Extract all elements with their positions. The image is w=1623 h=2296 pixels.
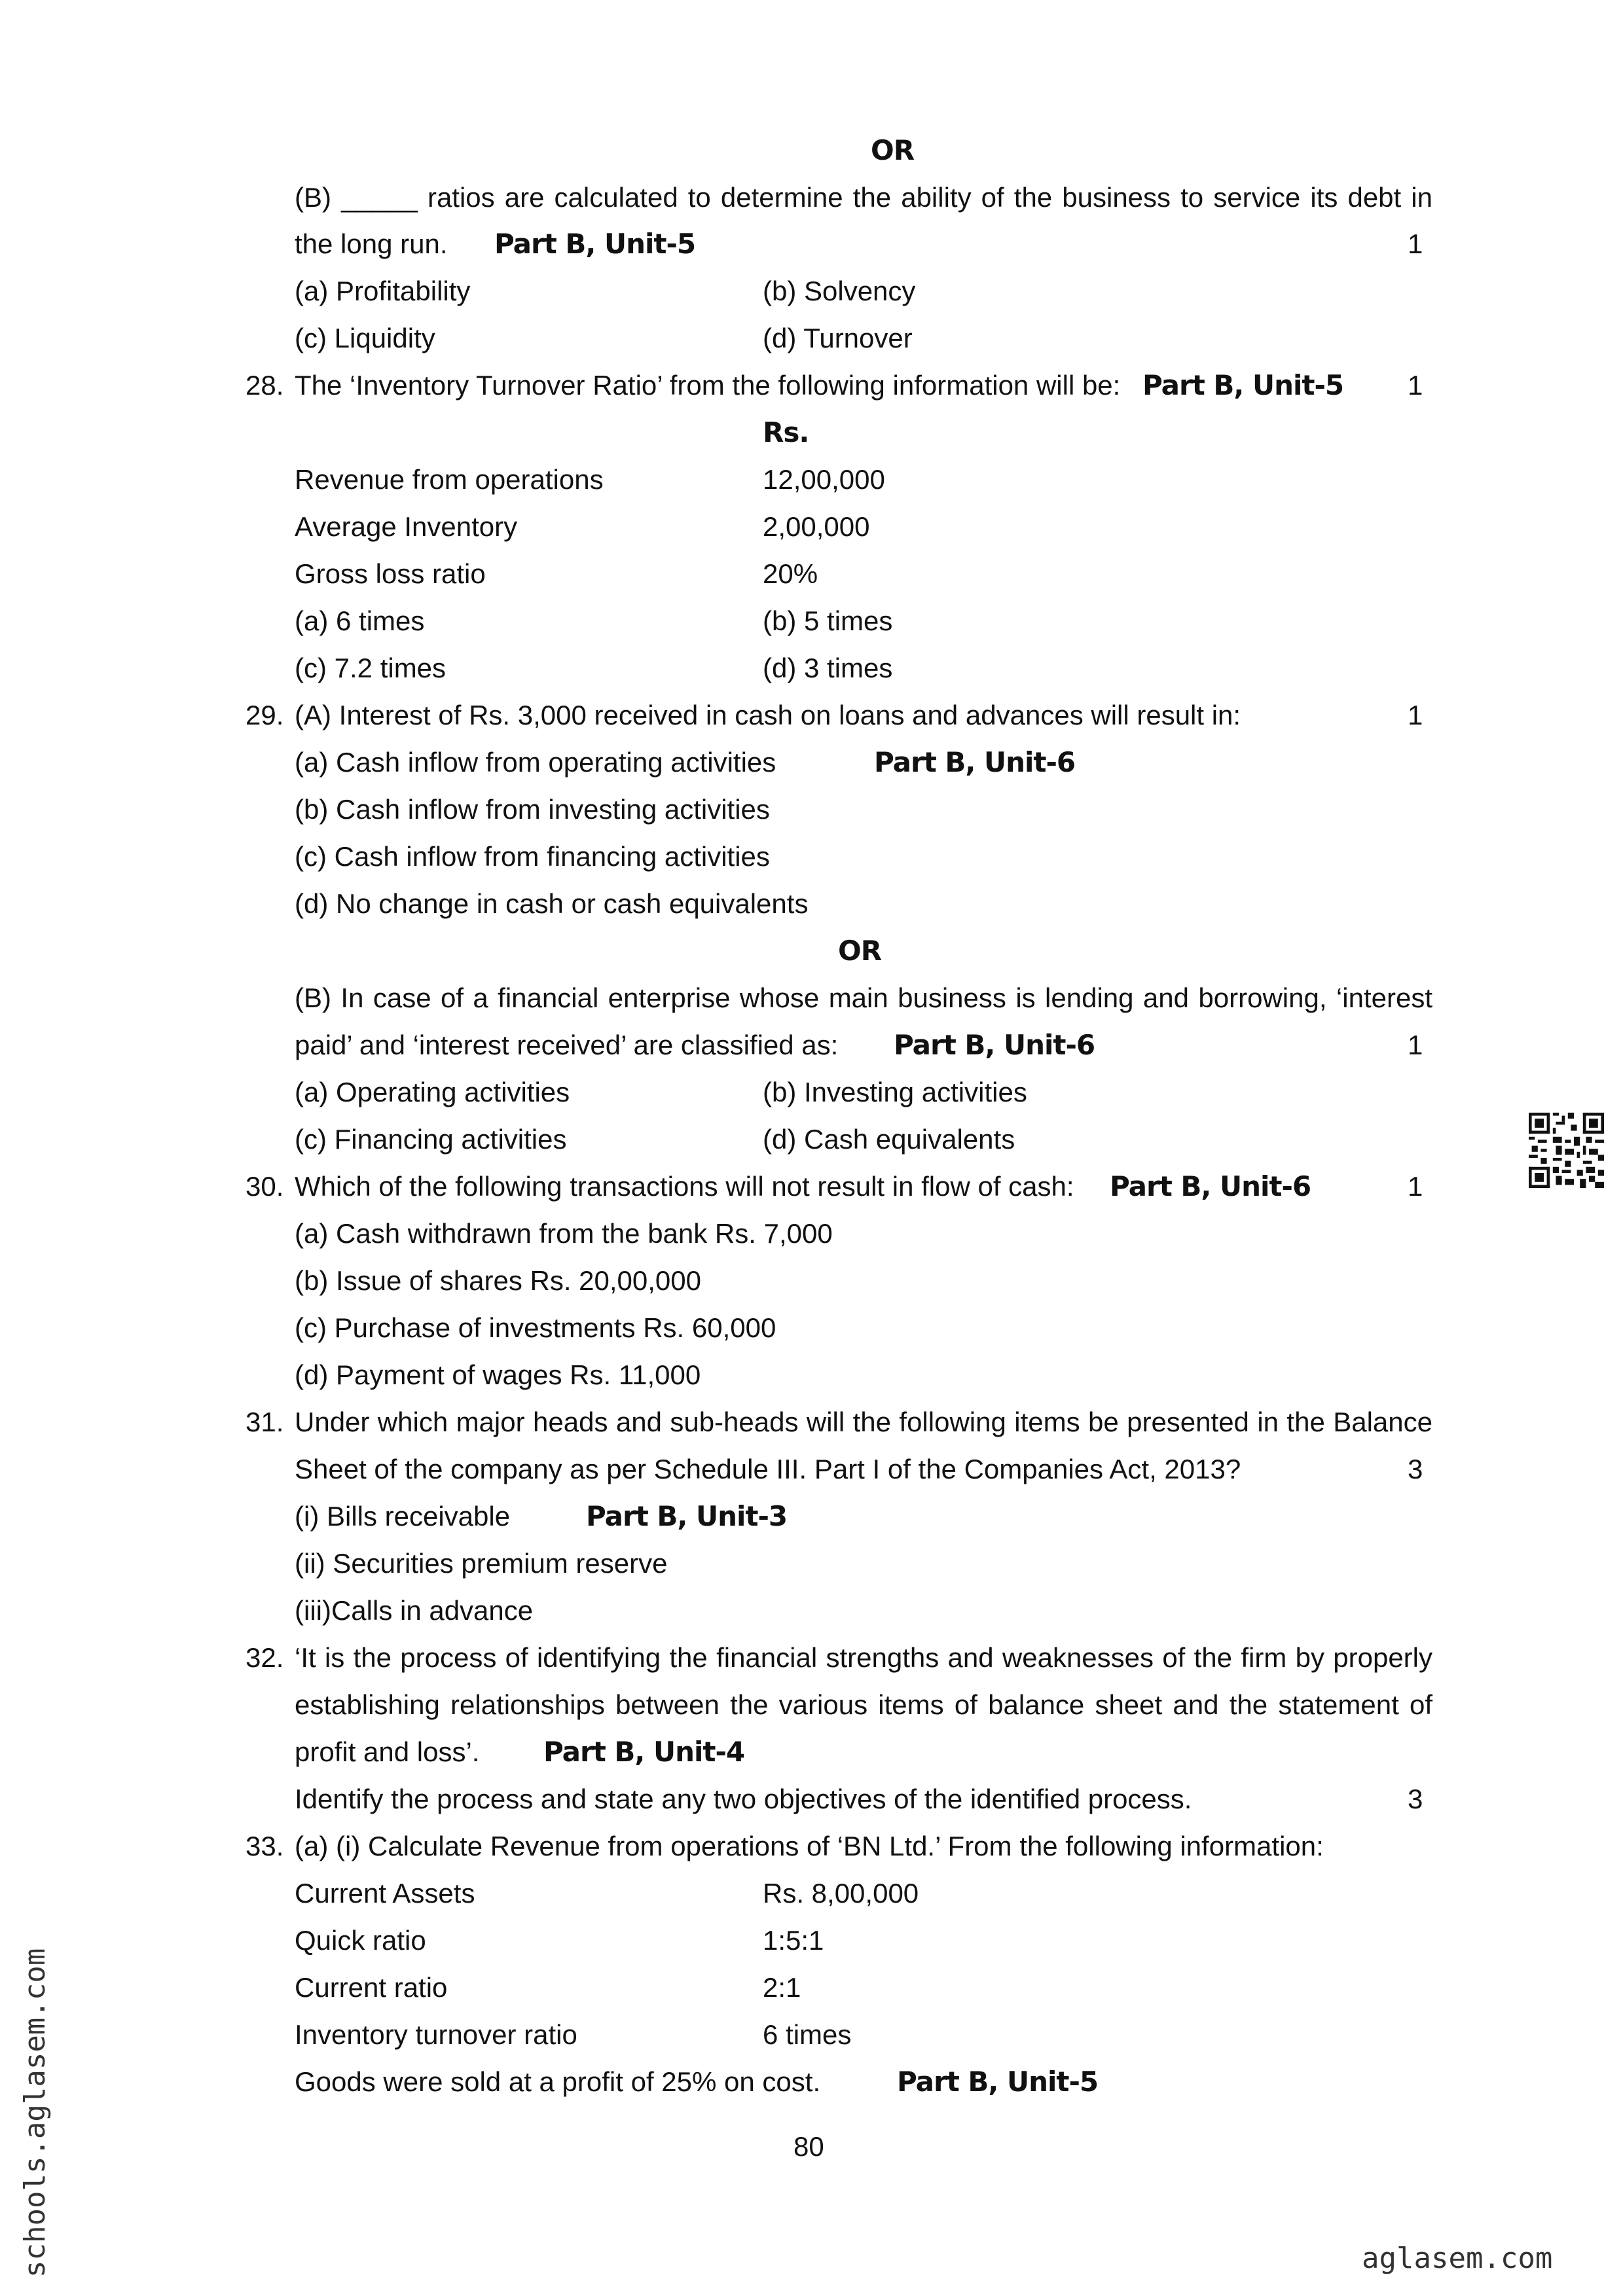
q30-option-a: (a) Cash withdrawn from the bank Rs. 7,000 xyxy=(295,1218,833,1249)
q27b-marks: 1 xyxy=(1408,228,1423,259)
q27b-line1: (B) _____ ratios are calculated to determine the ability of the business to service its debt in xyxy=(295,182,1432,213)
q28-row-value: 20% xyxy=(763,558,818,589)
side-watermark: schools.aglasem.com xyxy=(18,1948,52,2278)
q29-or-label: OR xyxy=(838,935,882,967)
q27b-line2: the long run. xyxy=(295,228,448,259)
q28-row-value: 2,00,000 xyxy=(763,511,870,542)
q29b-marks: 1 xyxy=(1408,1030,1423,1060)
q33-row-label: Current ratio xyxy=(295,1972,448,2003)
q32-line2: establishing relationships between the various items of balance sheet and the statement of xyxy=(295,1689,1432,1720)
q28-row-label: Average Inventory xyxy=(295,511,518,542)
q31-item-ii: (ii) Securities premium reserve xyxy=(295,1548,668,1579)
q33-row-value: 6 times xyxy=(763,2019,852,2050)
q33-last-line: Goods were sold at a profit of 25% on cost. xyxy=(295,2066,821,2097)
q33-text: (a) (i) Calculate Revenue from operations of ‘BN Ltd.’ From the following information: xyxy=(295,1831,1324,1861)
q27b-option-b: (b) Solvency xyxy=(763,276,916,306)
q28-ref: Part B, Unit-5 xyxy=(1142,369,1344,401)
q28-option-b: (b) 5 times xyxy=(763,605,893,636)
q27b-option-d: (d) Turnover xyxy=(763,323,913,353)
q28-row-value: 12,00,000 xyxy=(763,464,885,495)
q29-text: (A) Interest of Rs. 3,000 received in cash on loans and advances will result in: xyxy=(295,700,1241,730)
q33-row-value: Rs. 8,00,000 xyxy=(763,1878,919,1909)
q31-ref: Part B, Unit-3 xyxy=(586,1500,788,1532)
q29b-option-b: (b) Investing activities xyxy=(763,1077,1027,1107)
q33-row-label: Inventory turnover ratio xyxy=(295,2019,577,2050)
q28-currency-header: Rs. xyxy=(763,416,809,448)
q33-row-value: 1:5:1 xyxy=(763,1925,824,1956)
q29b-option-c: (c) Financing activities xyxy=(295,1124,567,1155)
q31-item-iii: (iii)Calls in advance xyxy=(295,1595,534,1626)
q29b-line1: (B) In case of a financial enterprise whose main business is lending and borrowing, ‘interest xyxy=(295,982,1432,1013)
q30-number: 30. xyxy=(246,1171,284,1202)
q29b-ref: Part B, Unit-6 xyxy=(894,1029,1095,1061)
q33-row-label: Current Assets xyxy=(295,1878,475,1909)
q29-option-b: (b) Cash inflow from investing activities xyxy=(295,794,770,825)
q32-line4: Identify the process and state any two objectives of the identified process. xyxy=(295,1784,1192,1814)
q28-row-label: Gross loss ratio xyxy=(295,558,486,589)
q28-text: The ‘Inventory Turnover Ratio’ from the following information will be: xyxy=(295,370,1121,401)
q29-ref: Part B, Unit-6 xyxy=(874,746,1076,778)
q31-number: 31. xyxy=(246,1407,284,1437)
q28-number: 28. xyxy=(246,370,284,401)
q27b-option-a: (a) Profitability xyxy=(295,276,471,306)
q30-option-d: (d) Payment of wages Rs. 11,000 xyxy=(295,1359,701,1390)
q27b-ref: Part B, Unit-5 xyxy=(494,228,696,260)
corner-watermark: aglasem.com xyxy=(1362,2242,1553,2275)
q30-marks: 1 xyxy=(1408,1171,1423,1202)
q32-ref: Part B, Unit-4 xyxy=(543,1736,745,1768)
q33-row-value: 2:1 xyxy=(763,1972,801,2003)
q30-option-b: (b) Issue of shares Rs. 20,00,000 xyxy=(295,1265,701,1296)
q30-text: Which of the following transactions will not result in flow of cash: xyxy=(295,1171,1074,1202)
q28-row-label: Revenue from operations xyxy=(295,464,604,495)
q32-number: 32. xyxy=(246,1642,284,1673)
q29b-option-d: (d) Cash equivalents xyxy=(763,1124,1015,1155)
q33-ref: Part B, Unit-5 xyxy=(897,2066,1099,2098)
q28-marks: 1 xyxy=(1408,370,1423,401)
q29-option-c: (c) Cash inflow from financing activities xyxy=(295,841,770,872)
q32-line3: profit and loss’. xyxy=(295,1736,480,1767)
q30-option-c: (c) Purchase of investments Rs. 60,000 xyxy=(295,1312,776,1343)
q33-number: 33. xyxy=(246,1831,284,1861)
q31-item-i: (i) Bills receivable xyxy=(295,1501,511,1532)
q29b-line2: paid’ and ‘interest received’ are classified as: xyxy=(295,1030,839,1060)
qr-code-icon xyxy=(1529,1113,1604,1188)
q31-line2: Sheet of the company as per Schedule III. Part I of the Companies Act, 2013? xyxy=(295,1454,1241,1484)
q29-number: 29. xyxy=(246,700,284,730)
q29-marks: 1 xyxy=(1408,700,1423,730)
q27b-option-c: (c) Liquidity xyxy=(295,323,435,353)
q28-option-c: (c) 7.2 times xyxy=(295,653,447,683)
q28-option-a: (a) 6 times xyxy=(295,605,425,636)
q29-option-a: (a) Cash inflow from operating activities xyxy=(295,747,776,778)
q29b-option-a: (a) Operating activities xyxy=(295,1077,570,1107)
q33-row-label: Quick ratio xyxy=(295,1925,426,1956)
q30-ref: Part B, Unit-6 xyxy=(1110,1170,1311,1202)
or-label: OR xyxy=(871,134,915,166)
q32-marks: 3 xyxy=(1408,1784,1423,1814)
page-number: 80 xyxy=(793,2131,824,2162)
q28-option-d: (d) 3 times xyxy=(763,653,893,683)
q31-line1: Under which major heads and sub-heads will the following items be presented in the Balance xyxy=(295,1407,1432,1437)
q29-option-d: (d) No change in cash or cash equivalents xyxy=(295,888,809,919)
q32-line1: ‘It is the process of identifying the financial strengths and weaknesses of the firm by properly xyxy=(295,1642,1432,1673)
q31-marks: 3 xyxy=(1408,1454,1423,1484)
